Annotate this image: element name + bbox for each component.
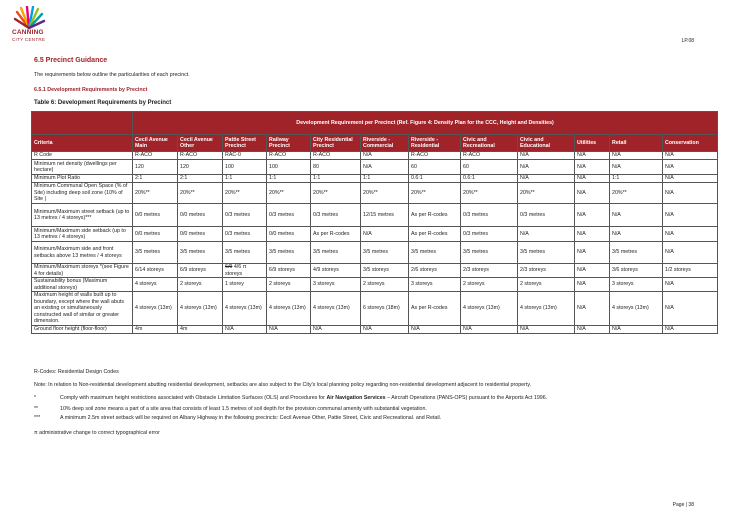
table-cell: 20%** <box>178 183 223 204</box>
table-cell: N/A <box>610 152 663 160</box>
table-cell: 6 storeys (18m) <box>361 292 409 326</box>
table-cell: R-ACO <box>178 152 223 160</box>
table-cell: 4m <box>133 326 178 334</box>
table-cell: 1:1 <box>223 175 267 183</box>
column-header: Pattie Street Precinct <box>223 135 267 152</box>
table-cell: N/A <box>663 183 718 204</box>
table-cell: N/A <box>361 160 409 175</box>
table-cell: N/A <box>361 326 409 334</box>
table-cell: 3/5 metres <box>518 242 575 264</box>
table-cell: N/A <box>575 175 610 183</box>
criteria-cell: Minimum/Maximum side and front setbacks above 13 metres / 4 storeys <box>32 242 133 264</box>
table-cell: 20%** <box>409 183 461 204</box>
table-cell: 3/5 metres <box>409 242 461 264</box>
table-cell: N/A <box>575 264 610 278</box>
table-cell: 60 <box>461 160 518 175</box>
table-cell: 1/2 storeys <box>663 264 718 278</box>
table-cell: 0/3 metres <box>311 204 361 227</box>
table-cell: N/A <box>518 326 575 334</box>
table-cell: R-ACO <box>409 152 461 160</box>
table-cell: 0/3 metres <box>223 227 267 242</box>
table-cell: 0/3 metres <box>461 227 518 242</box>
table-row <box>32 227 718 242</box>
table-row <box>32 326 718 334</box>
column-header-row <box>32 135 718 152</box>
table-cell: 2/3 storeys <box>518 264 575 278</box>
column-header: Cecil Avenue Main <box>133 135 178 152</box>
criteria-cell: Minimum/Maximum side setback (up to 13 metres / 4 storeys) <box>32 227 133 242</box>
column-header: Civic and Recreational <box>461 135 518 152</box>
table-cell: 3/5 metres <box>133 242 178 264</box>
table-cell: N/A <box>610 160 663 175</box>
table-row <box>32 160 718 175</box>
criteria-cell: Minimum net density (dwellings per hectare) <box>32 160 133 175</box>
table-cell: 3/5 storeys <box>361 264 409 278</box>
table-cell: 20%** <box>133 183 178 204</box>
table-cell: 1:1 <box>361 175 409 183</box>
table-cell: 3 storeys <box>311 278 361 292</box>
column-header: Riverside - Commercial <box>361 135 409 152</box>
table-cell: N/A <box>663 242 718 264</box>
table-cell: N/A <box>663 204 718 227</box>
column-header: City Residential Precinct <box>311 135 361 152</box>
logo-subtext: CITY CENTRE <box>12 36 46 42</box>
table-cell: N/A <box>267 326 311 334</box>
table-cell: 12/15 metres <box>361 204 409 227</box>
struck-value: 6/9 <box>225 264 233 271</box>
table-cell: 3/5 metres <box>311 242 361 264</box>
table-cell: 2:1 <box>178 175 223 183</box>
table-cell: 0.6:1 <box>461 175 518 183</box>
table-cell: 3/5 metres <box>267 242 311 264</box>
table-row <box>32 175 718 183</box>
table-row <box>32 278 718 292</box>
table-cell: N/A <box>610 326 663 334</box>
table-cell: N/A <box>361 152 409 160</box>
table-cell: As per R-codes <box>311 227 361 242</box>
footnote-text-before: Comply with maximum height restrictions associated with Obstacle Limitation Surfaces (OLS) and Procedures for <box>60 395 327 401</box>
table-cell: 0/3 metres <box>518 204 575 227</box>
table-cell: N/A <box>575 160 610 175</box>
general-note: Note: In relation to Non-residential development abutting residential development, setbacks are also subject to the City's local planning policy regarding non-residential development adjacent to residential property. <box>34 382 532 388</box>
header-reference: LP.08 <box>681 38 694 44</box>
table-cell: 2/3 storeys <box>461 264 518 278</box>
table-cell: N/A <box>409 326 461 334</box>
table-cell: 4m <box>178 326 223 334</box>
table-row <box>32 292 718 326</box>
criteria-cell: Minimum/Maximum street setback (up to 13 metres / 4 storeys)*** <box>32 204 133 227</box>
table-cell: 4 storeys (13m) <box>178 292 223 326</box>
column-header: Retail <box>610 135 663 152</box>
table-cell: 0.6:1 <box>409 175 461 183</box>
table-title: Table 6: Development Requirements by Precinct <box>34 100 172 106</box>
table-cell: 2 storeys <box>461 278 518 292</box>
table-cell: 1:1 <box>267 175 311 183</box>
table-cell: As per R-codes <box>409 227 461 242</box>
table-cell: As per R-codes <box>409 292 461 326</box>
table-cell: 4 storeys (13m) <box>267 292 311 326</box>
table-cell: N/A <box>518 160 575 175</box>
canning-city-centre-logo <box>12 6 48 42</box>
table-row <box>32 152 718 160</box>
table-cell: 1:1 <box>610 175 663 183</box>
table-cell: 100 <box>223 160 267 175</box>
intro-text: The requirements below outline the particularities of each precinct. <box>34 72 190 78</box>
logo-starburst-icon <box>12 6 46 30</box>
table-cell: 4/9 storeys <box>311 264 361 278</box>
table-cell: 20%** <box>311 183 361 204</box>
column-header: Civic and Educational <box>518 135 575 152</box>
logo-text: CANNING <box>12 29 44 36</box>
table-cell: N/A <box>311 326 361 334</box>
table-cell: 60 <box>409 160 461 175</box>
table-cell: 3/6 storeys <box>610 264 663 278</box>
table-cell: 2 storeys <box>178 278 223 292</box>
table-cell: 3/5 metres <box>610 242 663 264</box>
table-cell: 4 storeys (13m) <box>461 292 518 326</box>
column-header: Riverside - Residential <box>409 135 461 152</box>
table-cell: 4 storeys (13m) <box>311 292 361 326</box>
criteria-cell: Minimum Plot Ratio <box>32 175 133 183</box>
section-title: 6.5 Precinct Guidance <box>34 57 108 64</box>
criteria-cell: Maximum height of walls built up to boundary, except where the wall abuts an existing or simultaneously constructed wall of similar or greater dimension. <box>32 292 133 326</box>
table-cell: 6/9 storeys <box>178 264 223 278</box>
table-cell: 0/3 metres <box>461 204 518 227</box>
table-cell: N/A <box>575 204 610 227</box>
table-cell: 3/5 metres <box>223 242 267 264</box>
table-cell: R-ACO <box>311 152 361 160</box>
table-row <box>32 183 718 204</box>
table-body <box>32 152 718 334</box>
table-cell: 0/0 metres <box>178 204 223 227</box>
table-row <box>32 264 718 278</box>
table-cell: 2:1 <box>133 175 178 183</box>
column-header: Railway Precinct <box>267 135 311 152</box>
footnote-text: 10% deep soil zone means a part of a site area that consists of least 1.5 metres of soil depth for the provision communal amenity with substantial vegetation. <box>60 406 427 412</box>
table-cell: 6/14 storeys <box>133 264 178 278</box>
table-cell: N/A <box>575 292 610 326</box>
development-requirements-table <box>31 111 718 334</box>
table-cell: 6/9 storeys <box>267 264 311 278</box>
table-cell: N/A <box>518 227 575 242</box>
table-cell: 3/5 metres <box>461 242 518 264</box>
table-cell: N/A <box>518 152 575 160</box>
table-cell: 0/0 metres <box>133 204 178 227</box>
table-cell: 2/6 storeys <box>409 264 461 278</box>
table-cell: 100 <box>267 160 311 175</box>
storeys-unit: storeys <box>225 270 243 277</box>
table-cell: 3/5 metres <box>361 242 409 264</box>
table-cell: N/A <box>663 292 718 326</box>
table-cell: 3 storeys <box>610 278 663 292</box>
table-cell: 3 storeys <box>409 278 461 292</box>
table-band-header: Development Requirement per Precinct (Ref. Figure 4: Density Plan for the CCC, Height and Densities) <box>133 112 718 135</box>
table-cell: 4 storeys (13m) <box>133 292 178 326</box>
table-cell: N/A <box>610 204 663 227</box>
criteria-band-blank <box>32 112 133 135</box>
criteria-cell: Sustainability bonus (Maximum additional storeys) <box>32 278 133 292</box>
table-cell: N/A <box>575 242 610 264</box>
table-cell: N/A <box>663 152 718 160</box>
footnote-text-bold: Air Navigation Services <box>326 395 386 401</box>
table-cell: 20%** <box>518 183 575 204</box>
table-row <box>32 242 718 264</box>
table-cell: N/A <box>361 227 409 242</box>
table-cell: R-ACO <box>133 152 178 160</box>
table-cell: 120 <box>133 160 178 175</box>
table-cell: R-ACO <box>267 152 311 160</box>
table-cell: RAC-0 <box>223 152 267 160</box>
criteria-cell: Ground floor height (floor-floor) <box>32 326 133 334</box>
subsection-title: 6.5.1 Development Requirements by Precinct <box>34 87 148 93</box>
footnote-mark: ** <box>34 406 39 412</box>
table-cell: As per R-codes <box>409 204 461 227</box>
table-cell: N/A <box>223 326 267 334</box>
table-cell: R-ACO <box>461 152 518 160</box>
table-cell: 0/3 metres <box>223 204 267 227</box>
corrected-value: 4/6 π <box>233 264 247 271</box>
table-cell: N/A <box>518 175 575 183</box>
table-cell: 20%** <box>267 183 311 204</box>
table-cell: 4 storeys (13m) <box>518 292 575 326</box>
table-cell: N/A <box>663 278 718 292</box>
table-cell: 120 <box>178 160 223 175</box>
table-cell: 20%** <box>461 183 518 204</box>
table-cell: N/A <box>610 227 663 242</box>
table-cell: 20%** <box>610 183 663 204</box>
table-cell: N/A <box>663 227 718 242</box>
footnote-text <box>60 395 547 401</box>
table-cell: N/A <box>575 227 610 242</box>
table-cell: 2 storeys <box>518 278 575 292</box>
table-cell: N/A <box>575 326 610 334</box>
table-cell: 0/0 metres <box>267 227 311 242</box>
page-number: Page | 38 <box>672 502 694 508</box>
table-cell: N/A <box>663 326 718 334</box>
table-cell: 2 storeys <box>267 278 311 292</box>
table-cell: N/A <box>575 152 610 160</box>
table-cell: 3/5 metres <box>178 242 223 264</box>
table-cell: 4 storeys (13m) <box>223 292 267 326</box>
table-cell: 4 storeys <box>133 278 178 292</box>
table-cell: 2 storeys <box>361 278 409 292</box>
table-cell: N/A <box>461 326 518 334</box>
table-cell: 1 storey <box>223 278 267 292</box>
table-row <box>32 204 718 227</box>
criteria-header: Criteria <box>32 135 133 152</box>
footnote-text-after: – Aircraft Operations (PANS-OPS) pursuant to the Airports Act 1996. <box>385 395 548 401</box>
column-header: Cecil Avenue Other <box>178 135 223 152</box>
table-cell: 80 <box>311 160 361 175</box>
table-cell: N/A <box>663 175 718 183</box>
table-cell: 0/0 metres <box>133 227 178 242</box>
rcodes-note: R-Codes: Residential Design Codes <box>34 369 119 375</box>
table-cell: 20%** <box>223 183 267 204</box>
footnote-mark: *** <box>34 415 41 421</box>
table-cell: 0/3 metres <box>267 204 311 227</box>
footnote-mark: * <box>34 395 37 401</box>
table-cell <box>223 264 267 278</box>
table-cell: 20%** <box>361 183 409 204</box>
footnote-text: A minimum 2.5m street setback will be required on Albany Highway in the following precincts: Cecil Avenue Other, Pattie Street, Civic and Recreational. and Retail. <box>60 415 442 421</box>
pi-note: π administrative change to correct typographical error <box>34 430 160 436</box>
table-cell: N/A <box>663 160 718 175</box>
criteria-cell: Minimum/Maximum storeys *(see Figure 4 for details) <box>32 264 133 278</box>
table-cell: 1:1 <box>311 175 361 183</box>
column-header: Conservation <box>663 135 718 152</box>
column-header: Utilities <box>575 135 610 152</box>
table-cell: 4 storeys (13m) <box>610 292 663 326</box>
table-cell: N/A <box>575 278 610 292</box>
criteria-cell: Minimum Communal Open Space (% of Site) including deep soil zone (10% of Site ) <box>32 183 133 204</box>
table-cell: N/A <box>575 183 610 204</box>
criteria-cell: R Code <box>32 152 133 160</box>
table-cell: 0/0 metres <box>178 227 223 242</box>
